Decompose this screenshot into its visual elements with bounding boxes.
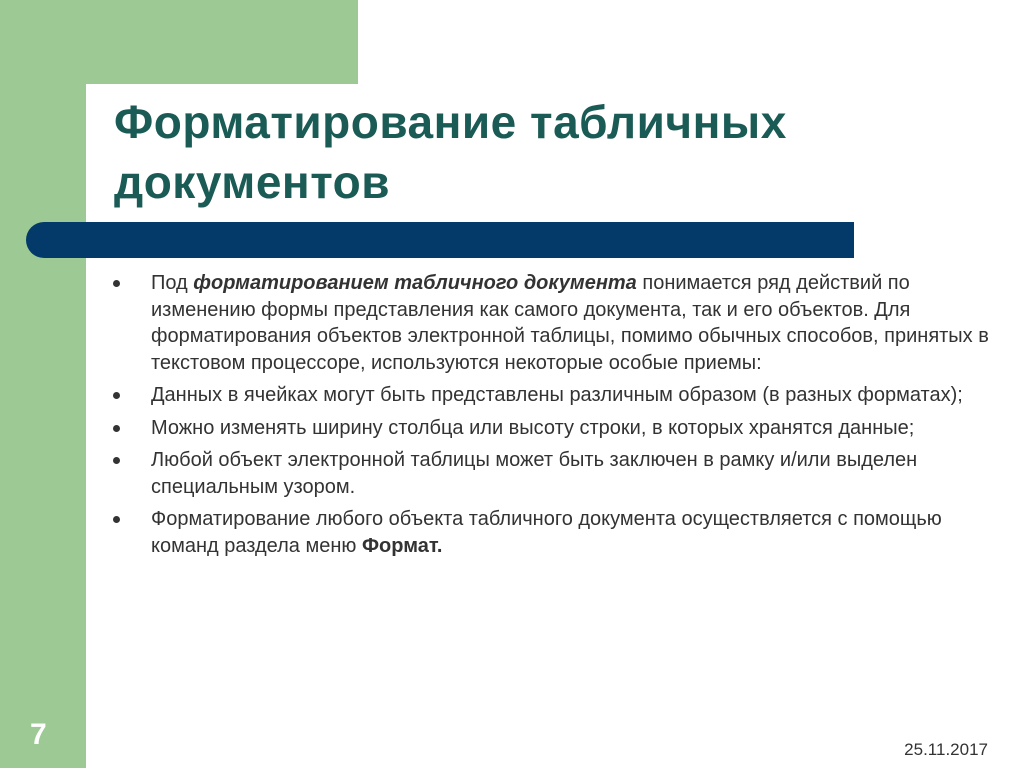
bullet-list (110, 270, 990, 565)
page-number: 7 (30, 718, 47, 751)
slide-title: Форматирование табличных документов (114, 96, 787, 208)
bullet-text: Можно изменять ширину столбца или высоту строки, в которых хранятся данные; (151, 416, 915, 439)
bullet-item (110, 415, 990, 442)
bullet-text: Данных в ячейках могут быть представлены различным образом (в разных форматах); (151, 384, 963, 406)
bullet-item (110, 506, 990, 559)
bullet-dot-icon (113, 457, 120, 464)
bullet-dot-icon (113, 280, 120, 287)
bullet-dot-icon (113, 425, 120, 432)
bullet-dot-icon (113, 392, 120, 399)
slide-date: 25.11.2017 (904, 740, 988, 759)
left-green-band (0, 0, 86, 768)
title-underline-bar (26, 222, 854, 258)
top-green-band (0, 0, 358, 84)
bullet-text: понимается ряд действий по изменению формы представления как самого документа, так и его объектов. Для форматирования объектов электронной таблицы, помимо обычных способов, принятых в текстовом процессоре, используются некоторые особые приемы: (151, 272, 989, 374)
bullet-item (110, 447, 990, 500)
bullet-item (110, 382, 990, 409)
bullet-dot-icon (113, 516, 120, 523)
bullet-text: Любой объект электронной таблицы может быть заключен в рамку и/или выделен специальным узором. (151, 449, 918, 498)
bullet-text: Форматирование любого объекта табличного документа осуществляется с помощью команд раздела меню (151, 508, 942, 557)
bullet-item (110, 270, 990, 376)
bullet-text: Под (151, 272, 194, 294)
menu-name-format: Формат. (361, 534, 443, 557)
emphasized-term: форматированием табличного документа (193, 272, 637, 294)
